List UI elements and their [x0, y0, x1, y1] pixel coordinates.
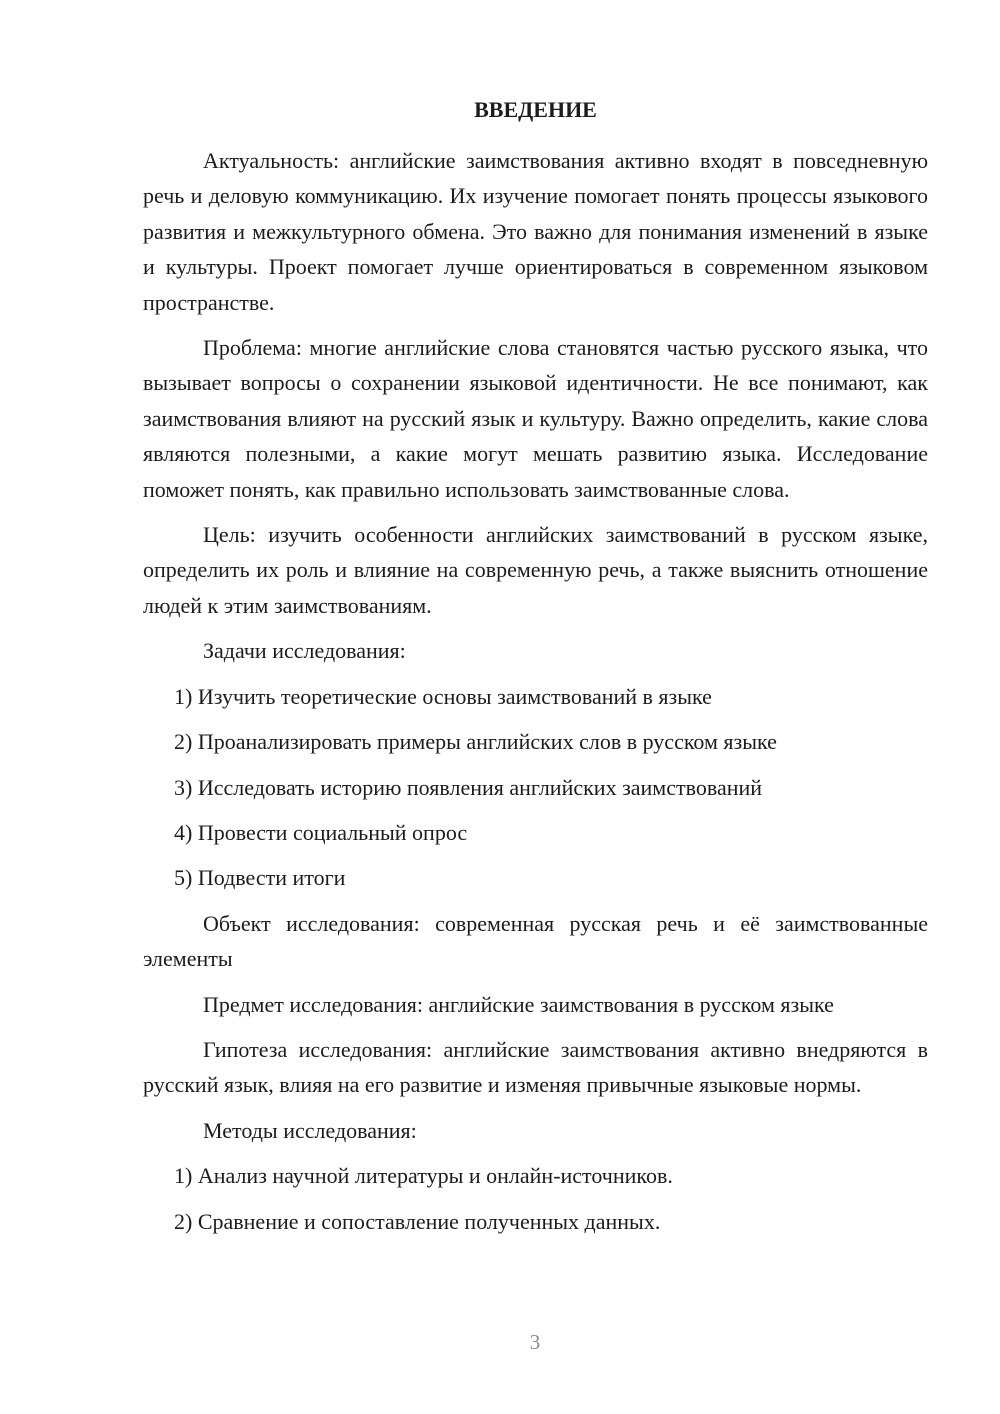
tasks-list — [143, 679, 928, 896]
methods-heading: Методы исследования: — [203, 1117, 417, 1143]
page-title: ВВЕДЕНИЕ — [474, 97, 597, 122]
list-item: 3) Исследовать историю появления английских заимствований — [174, 774, 763, 800]
list-item: 2) Проанализировать примеры английских слов в русском языке — [174, 729, 777, 755]
list-item: 1) Анализ научной литературы и онлайн-источников. — [174, 1163, 673, 1189]
subject-paragraph: Предмет исследования: английские заимствования в русском языке — [203, 991, 834, 1017]
document-page — [143, 94, 928, 1249]
list-item: 5) Подвести итоги — [174, 865, 346, 891]
tasks-heading: Задачи исследования: — [203, 638, 406, 664]
object-paragraph: Объект исследования: современная русская речь и её заимствованные элементы — [143, 910, 928, 972]
goal-paragraph: Цель: изучить особенности английских заимствований в русском языке, определить их роль и влияние на современную речь, а также выяснить отношение людей к этим заимствованиям. — [143, 522, 928, 618]
list-item: 1) Изучить теоретические основы заимствований в языке — [174, 683, 712, 709]
list-item: 4) Провести социальный опрос — [174, 819, 468, 845]
hypothesis-paragraph: Гипотеза исследования: английские заимствования активно внедряются в русский язык, влияя на его развитие и изменяя привычные языковые нормы. — [143, 1036, 928, 1098]
methods-list — [143, 1158, 928, 1239]
page-number: 3 — [529, 1330, 541, 1354]
problem-paragraph: Проблема: многие английские слова становятся частью русского языка, что вызывает вопросы о сохранении языковой идентичности. Не все понимают, как заимствования влияют на русский язык и культуру. Важно определить, какие слова являются полезными, а какие могут мешать развитию языка. Исследование поможет понять, как правильно использовать заимствованные слова. — [143, 335, 928, 502]
relevance-paragraph: Актуальность: английские заимствования активно входят в повседневную речь и деловую коммуникацию. Их изучение помогает понять процессы языкового развития и межкультурного обмена. Это важно для понимания изменений в языке и культуры. Проект помогает лучше ориентироваться в современном языковом пространстве. — [143, 148, 928, 315]
list-item: 2) Сравнение и сопоставление полученных данных. — [174, 1208, 661, 1234]
